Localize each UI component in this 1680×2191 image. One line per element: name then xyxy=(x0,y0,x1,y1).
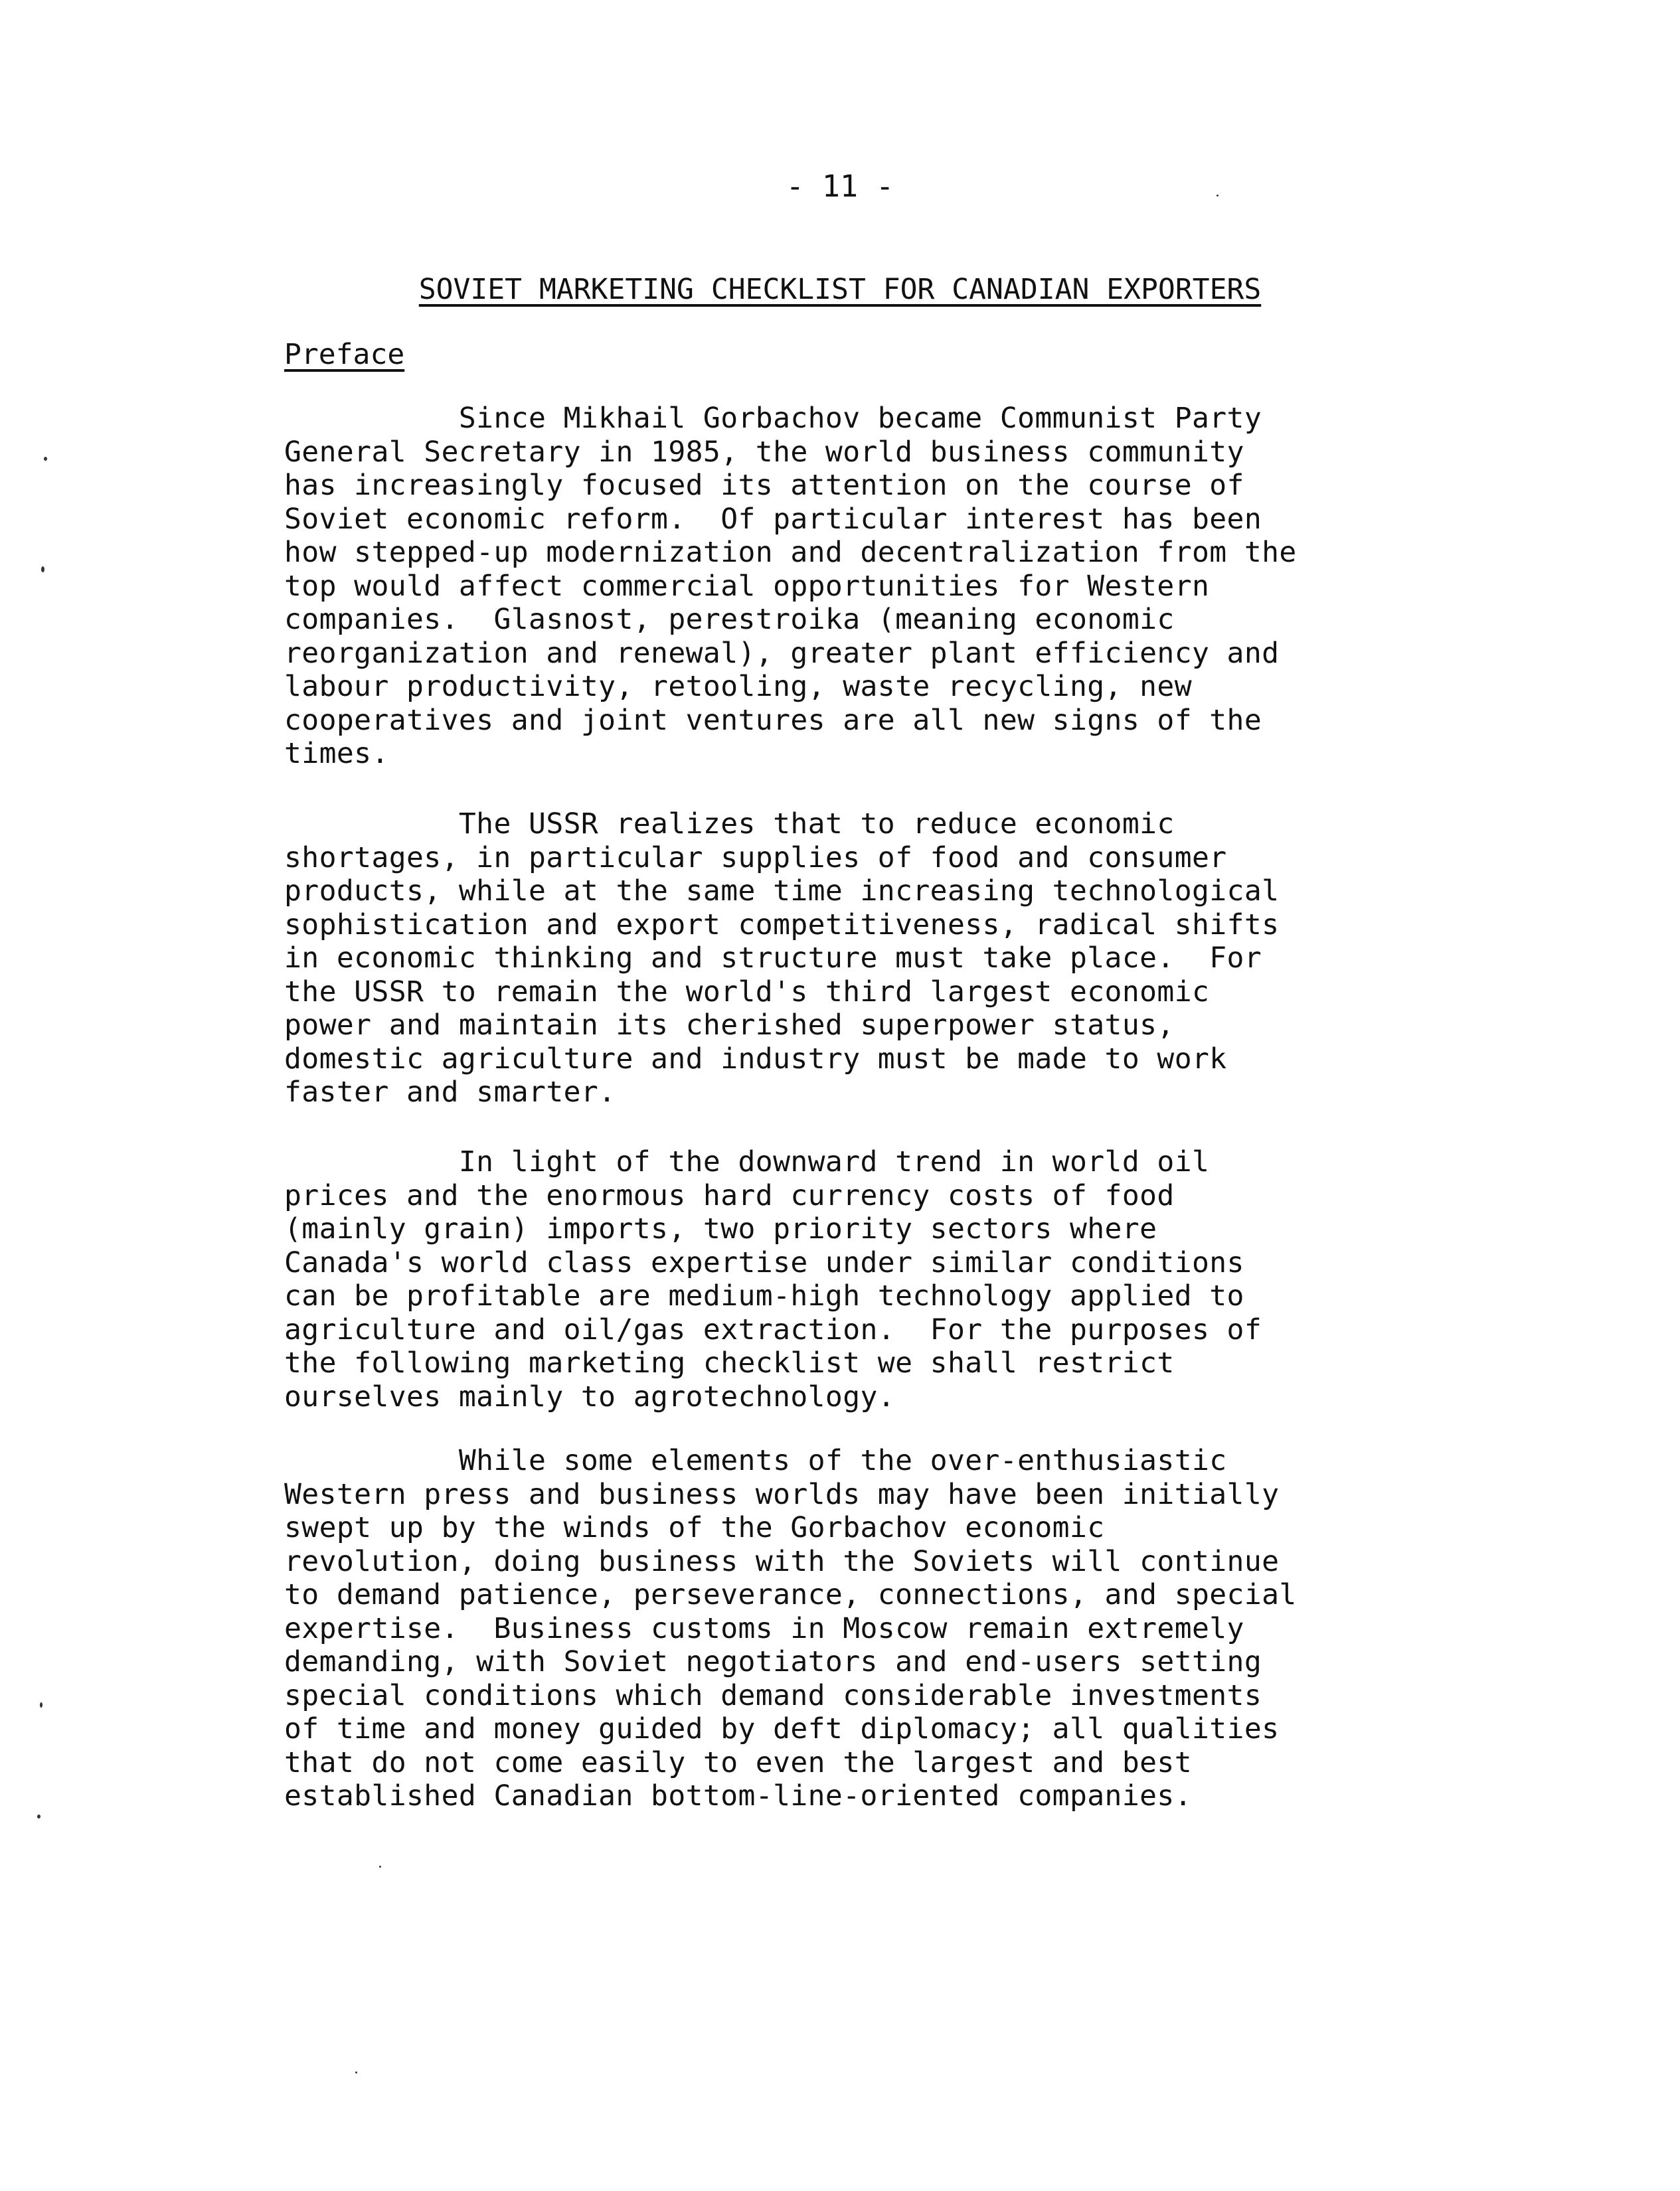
paragraph: The USSR realizes that to reduce economic shortages, in particular supplies of food and consumer products, while at the same time increasing technological sophistication and export competitiveness, radical shifts in economic thinking and structure must take place. For the USSR to remain the world's third largest economic power and maintain its cherished superpower status, domestic agriculture and industry must be made to work faster and smarter. xyxy=(284,807,1280,1109)
scan-speck xyxy=(41,566,44,572)
page-number: - 11 - xyxy=(786,169,894,204)
paragraph: While some elements of the over-enthusiastic Western press and business worlds may have been initially swept up by the winds of the Gorbachov economic revolution, doing business with the Soviets will continue to demand patience, perseverance, connections, and special expertise. Business customs in Moscow remain extremely demanding, with Soviet negotiators and end-users setting special conditions which demand considerable investments of time and money guided by deft diplomacy; all qualities that do not come easily to even the largest and best established Canadian bottom-line-oriented companies. xyxy=(284,1444,1297,1813)
scan-speck xyxy=(44,457,47,461)
scan-speck xyxy=(40,1702,42,1708)
section-heading: Preface xyxy=(284,338,405,371)
paragraph: In light of the downward trend in world oil prices and the enormous hard currency costs of food (mainly grain) imports, two priority sectors where Canada's world class expertise under similar conditions can be profitable are medium-high technology applied to agriculture and oil/gas extraction. For the purposes of the following marketing checklist we shall restrict ourselves mainly to agrotechnology. xyxy=(284,1145,1262,1414)
scan-speck xyxy=(355,2071,357,2073)
paragraph: Since Mikhail Gorbachov became Communist Party General Secretary in 1985, the world business community has increasingly focused its attention on the course of Soviet economic reform. Of particular interest has been how stepped-up modernization and decentralization from the top would affect commercial opportunities for Western companies. Glasnost, perestroika (meaning economic reorganization and renewal), greater plant efficiency and labour productivity, retooling, waste recycling, new cooperatives and joint ventures are all new signs of the times. xyxy=(284,402,1297,770)
scan-speck xyxy=(379,1866,381,1868)
scan-speck xyxy=(37,1815,41,1819)
scan-speck xyxy=(1217,195,1218,197)
document-title: SOVIET MARKETING CHECKLIST FOR CANADIAN EXPORTERS xyxy=(418,273,1262,306)
